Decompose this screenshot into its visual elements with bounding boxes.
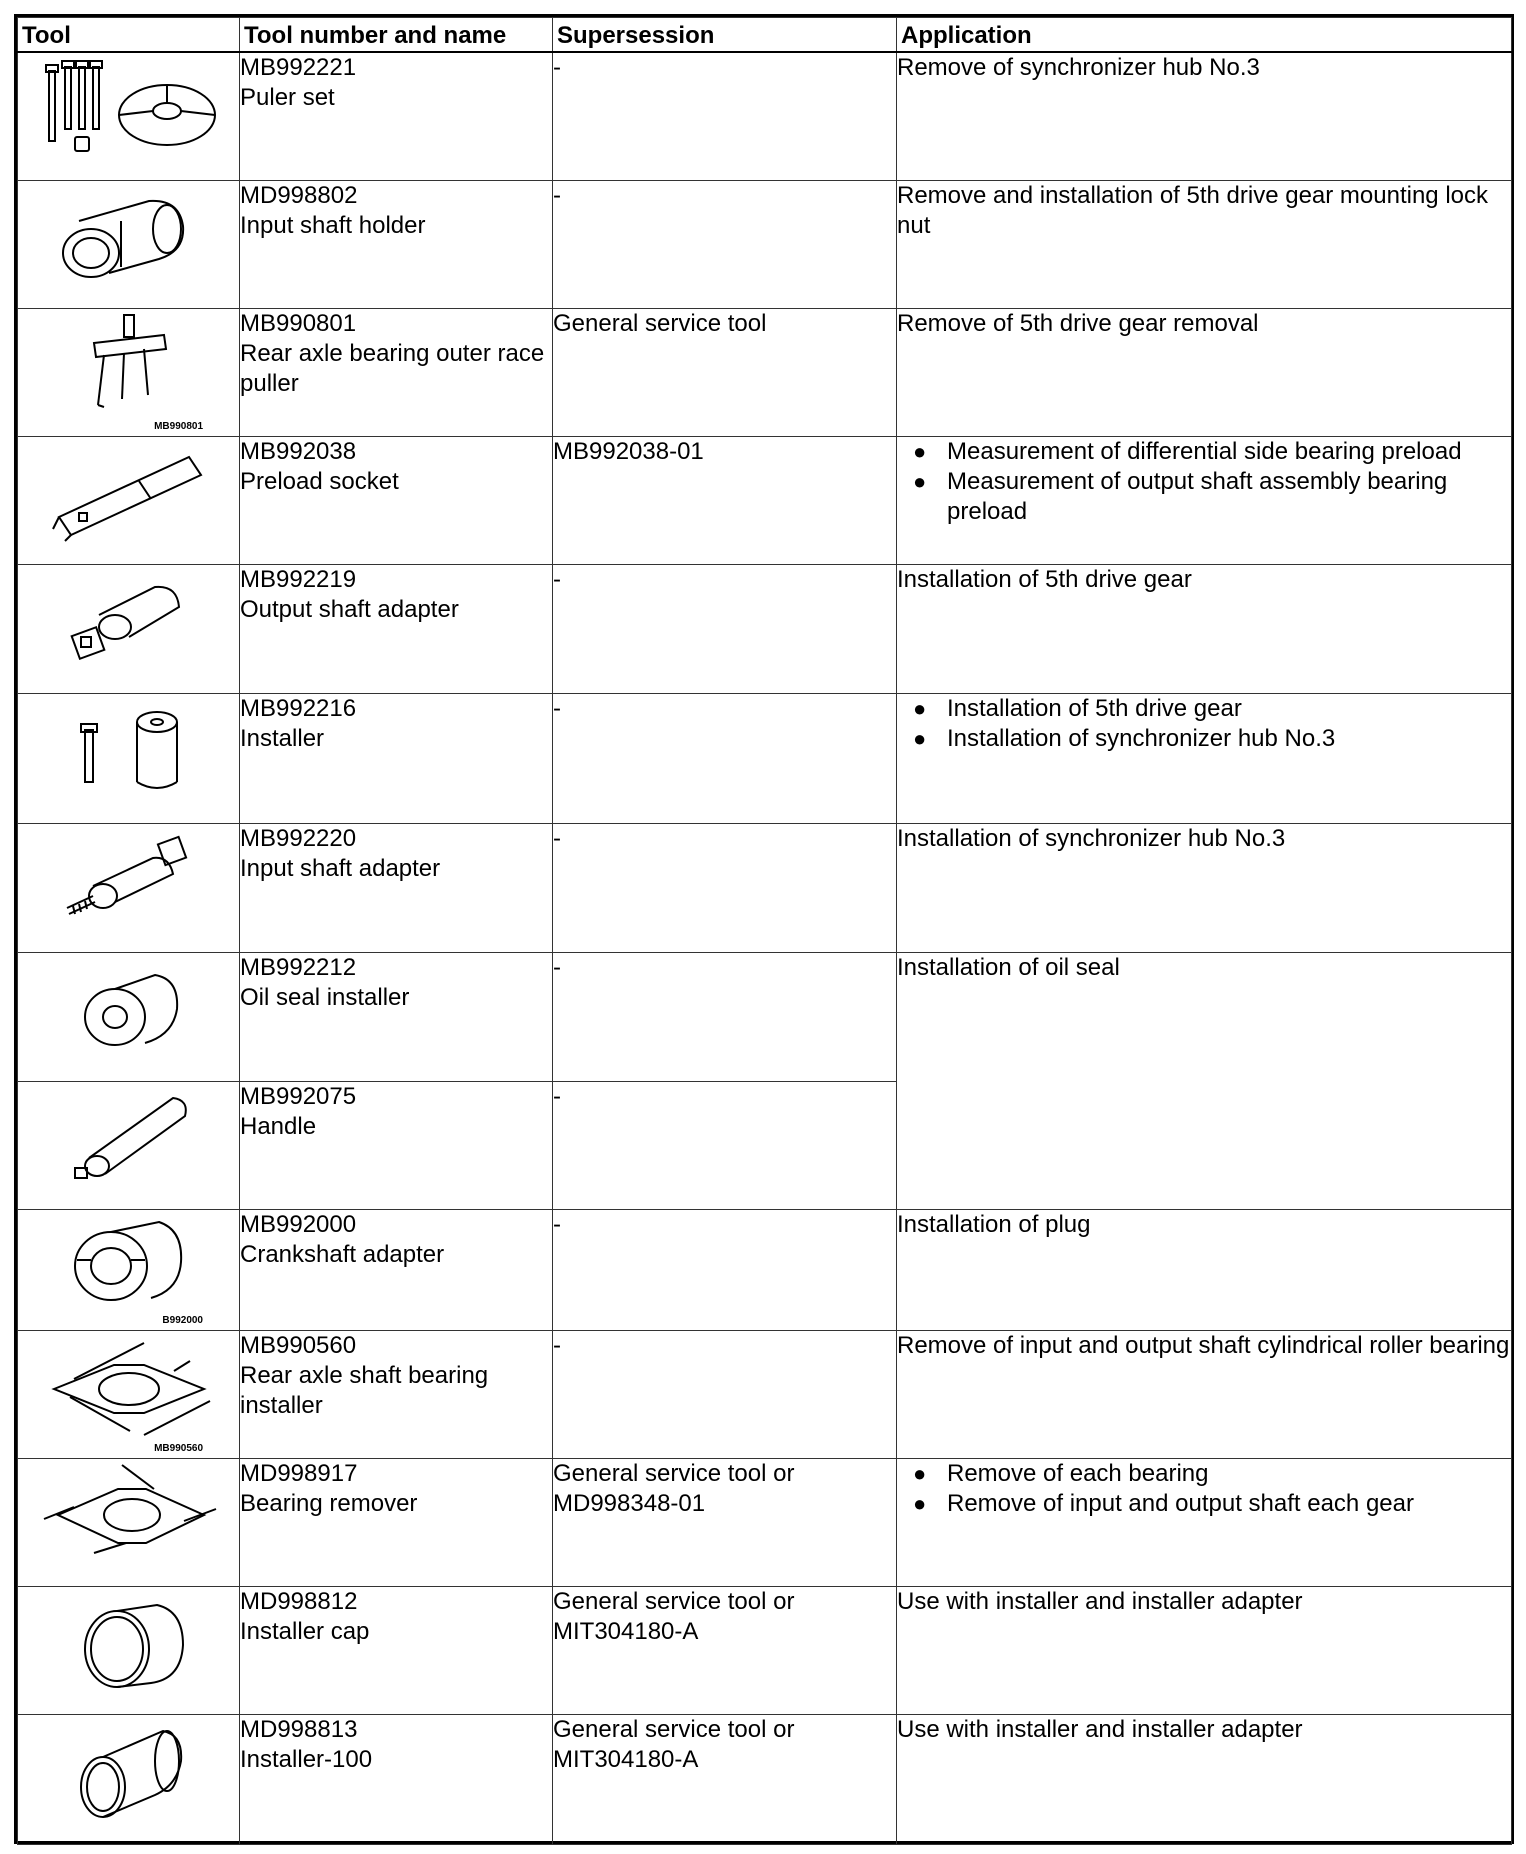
- application-cell: [897, 1459, 1512, 1587]
- tool-image-cell: [18, 1331, 240, 1459]
- application-cell: Installation of oil seal: [897, 953, 1512, 1210]
- application-cell: Installation of plug: [897, 1210, 1512, 1331]
- application-list-item: ● Remove of each bearing: [913, 1459, 1511, 1489]
- tool-name: Preload socket: [240, 468, 399, 495]
- puller-set-icon: [39, 53, 219, 163]
- supersession-cell: -: [553, 953, 897, 1082]
- application-cell: Remove and installation of 5th drive gear mounting lock nut: [897, 181, 1512, 309]
- table-row: [18, 437, 1512, 565]
- supersession-cell: -: [553, 824, 897, 953]
- tool-image-caption: B992000: [162, 1315, 203, 1326]
- supersession-cell: -: [553, 181, 897, 309]
- tool-image-cell: [18, 824, 240, 953]
- tool-number: MB992212: [240, 954, 357, 981]
- tool-number: MD998917: [240, 1460, 358, 1487]
- application-list-item: ● Measurement of output shaft assembly bearing preload: [913, 467, 1511, 527]
- supersession-cell: -: [553, 1082, 897, 1210]
- tool-number-name-cell: [240, 824, 553, 953]
- tool-name: Bearing remover: [240, 1490, 418, 1517]
- bearing-installer-icon: [34, 1331, 224, 1441]
- installer-icon: [59, 694, 199, 804]
- tool-image-cell: [18, 1715, 240, 1845]
- tool-number: MB990801: [240, 310, 357, 337]
- tool-number: MB992216: [240, 695, 357, 722]
- tool-name: Oil seal installer: [240, 984, 410, 1011]
- supersession-cell: -: [553, 1331, 897, 1459]
- special-tools-table: [17, 17, 1512, 1845]
- header-tool: Tool: [18, 18, 240, 52]
- supersession-cell: MB992038-01: [553, 437, 897, 565]
- table-row: [18, 1459, 1512, 1587]
- application-cell: [897, 437, 1512, 565]
- tool-number: MB992220: [240, 825, 357, 852]
- installer-cap-icon: [59, 1587, 199, 1697]
- tool-number-name-cell: [240, 1082, 553, 1210]
- application-cell: Remove of synchronizer hub No.3: [897, 52, 1512, 181]
- tool-image-cell: [18, 953, 240, 1082]
- output-shaft-adapter-icon: [59, 565, 199, 675]
- table-row: [18, 565, 1512, 694]
- tool-name: Rear axle bearing outer race puller: [240, 340, 545, 397]
- application-cell: [897, 694, 1512, 824]
- tool-number: MD998802: [240, 182, 358, 209]
- application-list: [897, 1459, 1511, 1519]
- table-row: [18, 824, 1512, 953]
- tool-name: Output shaft adapter: [240, 596, 459, 623]
- table-row: [18, 694, 1512, 824]
- header-supersession: Supersession: [553, 18, 897, 52]
- tool-number: MB990560: [240, 1332, 357, 1359]
- preload-socket-icon: [39, 437, 219, 547]
- tool-number: MB992000: [240, 1211, 357, 1238]
- tool-name: Handle: [240, 1113, 317, 1140]
- supersession-cell: -: [553, 52, 897, 181]
- input-shaft-holder-icon: [49, 181, 209, 291]
- supersession-cell: General service tool: [553, 309, 897, 437]
- table-row: [18, 309, 1512, 437]
- tool-name: Installer-100: [240, 1746, 373, 1773]
- application-cell: Remove of input and output shaft cylindrical roller bearing: [897, 1331, 1512, 1459]
- table-row: [18, 52, 1512, 181]
- supersession-cell: General service tool or MD998348-01: [553, 1459, 897, 1587]
- tool-number-name-cell: [240, 181, 553, 309]
- tool-name: Crankshaft adapter: [240, 1241, 445, 1268]
- tool-name: Installer: [240, 725, 325, 752]
- tool-number: MD998813: [240, 1716, 358, 1743]
- tool-number-name-cell: [240, 1459, 553, 1587]
- supersession-cell: -: [553, 565, 897, 694]
- tool-number-name-cell: [240, 1331, 553, 1459]
- tool-image-cell: [18, 565, 240, 694]
- tool-image-caption: MB990801: [154, 421, 203, 432]
- application-list-item: ● Installation of synchronizer hub No.3: [913, 724, 1511, 754]
- crankshaft-adapter-icon: [59, 1210, 199, 1314]
- tool-name: Installer cap: [240, 1618, 370, 1645]
- tool-number: MB992038: [240, 438, 357, 465]
- tool-image-cell: [18, 52, 240, 181]
- tool-image-cell: [18, 181, 240, 309]
- table-row: [18, 953, 1512, 1082]
- table-row: [18, 1210, 1512, 1331]
- tool-image-cell: [18, 1210, 240, 1331]
- table-row: [18, 1331, 1512, 1459]
- tool-table-frame: [14, 14, 1514, 1844]
- tool-number-name-cell: [240, 437, 553, 565]
- input-shaft-adapter-icon: [49, 824, 209, 934]
- tool-image-cell: [18, 1587, 240, 1715]
- table-header-row: [18, 18, 1512, 52]
- supersession-cell: -: [553, 1210, 897, 1331]
- application-cell: Use with installer and installer adapter: [897, 1715, 1512, 1845]
- application-list-item: ● Measurement of differential side bearing preload: [913, 437, 1511, 467]
- tool-image-cell: [18, 1459, 240, 1587]
- tool-number-name-cell: [240, 1210, 553, 1331]
- bearing-puller-icon: [74, 309, 184, 419]
- application-cell: Remove of 5th drive gear removal: [897, 309, 1512, 437]
- application-cell: Use with installer and installer adapter: [897, 1587, 1512, 1715]
- tool-number-name-cell: [240, 309, 553, 437]
- tool-number-name-cell: [240, 1715, 553, 1845]
- tool-number: MB992221: [240, 53, 357, 81]
- tool-name: Rear axle shaft bearing installer: [240, 1362, 489, 1419]
- table-row: [18, 181, 1512, 309]
- tool-image-caption: MB990560: [154, 1443, 203, 1454]
- tool-number-name-cell: [240, 953, 553, 1082]
- supersession-cell: General service tool or MIT304180-A: [553, 1715, 897, 1845]
- header-application: Application: [897, 18, 1512, 52]
- tool-image-cell: [18, 1082, 240, 1210]
- application-list: [897, 437, 1511, 527]
- bearing-remover-icon: [34, 1459, 224, 1569]
- application-list-item: ● Remove of input and output shaft each gear: [913, 1489, 1511, 1519]
- tool-number: MD998812: [240, 1588, 358, 1615]
- table-row: [18, 1587, 1512, 1715]
- tool-image-cell: [18, 437, 240, 565]
- tool-name: Input shaft holder: [240, 212, 426, 239]
- installer-100-icon: [59, 1715, 199, 1825]
- supersession-cell: -: [553, 694, 897, 824]
- tool-number-name-cell: [240, 1587, 553, 1715]
- application-list-item: ● Installation of 5th drive gear: [913, 694, 1511, 724]
- tool-number-name-cell: [240, 52, 553, 181]
- application-cell: Installation of 5th drive gear: [897, 565, 1512, 694]
- application-cell: Installation of synchronizer hub No.3: [897, 824, 1512, 953]
- header-tool-number-name: Tool number and name: [240, 18, 553, 52]
- tool-number: MB992075: [240, 1083, 357, 1110]
- tool-name: Input shaft adapter: [240, 855, 441, 882]
- table-row: [18, 1715, 1512, 1845]
- tool-number-name-cell: [240, 694, 553, 824]
- tool-image-cell: [18, 694, 240, 824]
- application-list: [897, 694, 1511, 754]
- supersession-cell: General service tool or MIT304180-A: [553, 1587, 897, 1715]
- tool-number: MB992219: [240, 566, 357, 593]
- oil-seal-installer-icon: [59, 953, 199, 1063]
- tool-name: Puler set: [240, 83, 335, 111]
- handle-icon: [49, 1082, 209, 1192]
- tool-image-cell: [18, 309, 240, 437]
- tool-number-name-cell: [240, 565, 553, 694]
